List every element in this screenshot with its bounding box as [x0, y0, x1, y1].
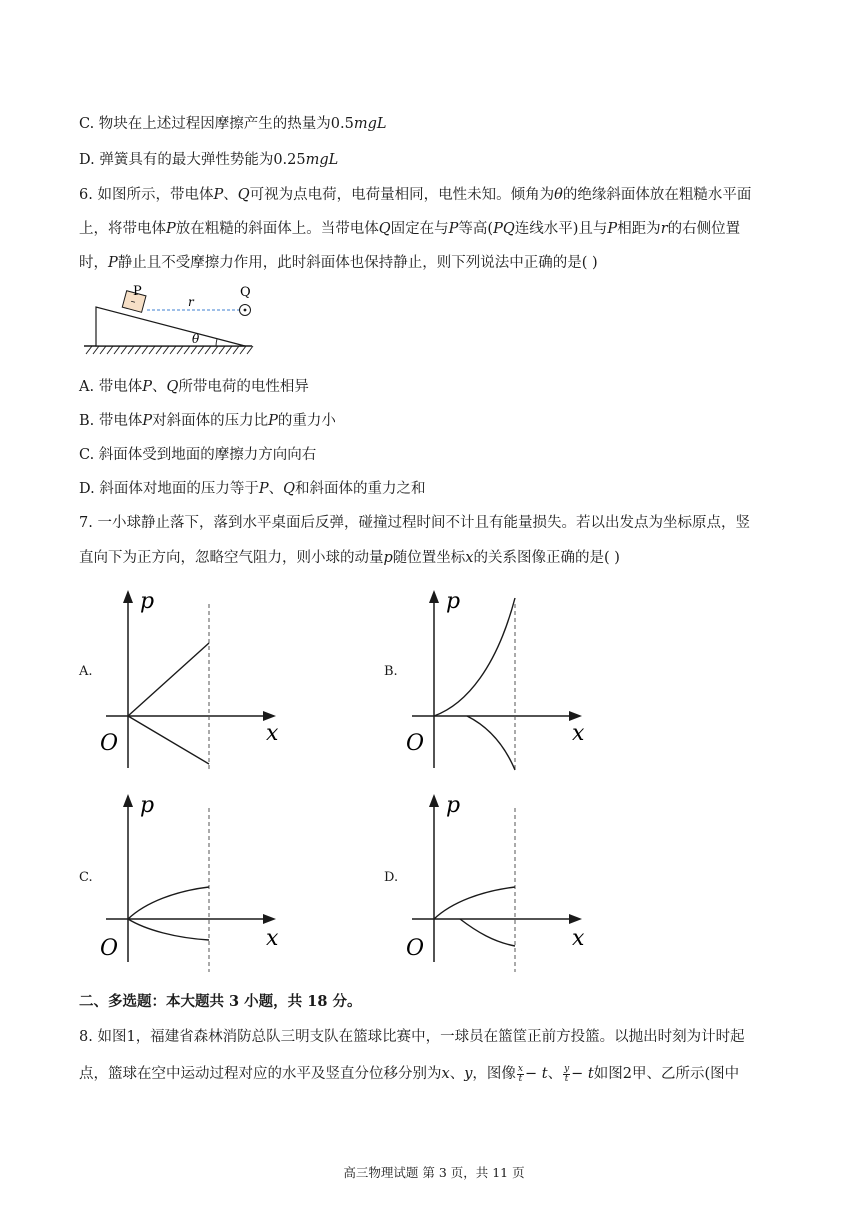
r-label: r	[188, 295, 194, 309]
q7-option-b-label: B.	[384, 664, 398, 679]
y-over-t-fraction: $\frac{y}{t}$	[564, 1063, 570, 1084]
q6-option-b: B. 带电体P对斜面体的压力比P的重力小	[79, 413, 336, 429]
p-axis-label: p	[140, 793, 155, 818]
q7-graph-b	[402, 586, 602, 776]
origin-label: O	[406, 731, 425, 756]
q7-option-a-label: A.	[79, 664, 93, 679]
origin-label: O	[406, 936, 425, 961]
q7-graph-d	[402, 790, 602, 980]
q5-option-d: D. 弹簧具有的最大弹性势能为0.25mgL	[79, 152, 339, 168]
x-axis-label: x	[266, 926, 279, 951]
p-axis-label: p	[446, 589, 461, 614]
q8-stem-line1: 8. 如图1，福建省森林消防总队三明支队在篮球比赛中，一球员在篮筐正前方投篮。以抛出时刻为计时起	[79, 1029, 745, 1045]
x-axis-label: x	[572, 926, 585, 951]
q6-option-a: A. 带电体P、Q所带电荷的电性相异	[79, 379, 309, 395]
q7-stem-line2: 直向下为正方向，忽略空气阻力，则小球的动量p随位置坐标x的关系图像正确的是( )	[79, 550, 620, 566]
q6-stem-line1: 6. 如图所示，带电体P、Q可视为点电荷，电荷量相同，电性未知。倾角为θ的绝缘斜面体放在粗糙水平面	[79, 187, 752, 203]
q6-option-d: D. 斜面体对地面的压力等于P、Q和斜面体的重力之和	[79, 481, 426, 497]
theta-label: θ	[192, 332, 200, 346]
p-axis-label: p	[140, 589, 155, 614]
x-axis-label: x	[572, 721, 585, 746]
x-axis-label: x	[266, 721, 279, 746]
q6-option-c: C. 斜面体受到地面的摩擦力方向向右	[79, 447, 317, 463]
q5-option-c: C. 物块在上述过程因摩擦产生的热量为0.5mgL	[79, 116, 387, 132]
section-2-heading: 二、多选题：本大题共 3 小题，共 18 分。	[79, 993, 362, 1010]
q7-graph-c	[96, 790, 296, 980]
q6-stem-line3: 时，P静止且不受摩擦力作用，此时斜面体也保持静止，则下列说法中正确的是( )	[79, 255, 598, 271]
origin-label: O	[100, 731, 119, 756]
q8-stem-line2: 点，篮球在空中运动过程对应的水平及竖直分位移分别为x、y，图像 $\frac{x}{t}$ − t、 $\frac{y}{t}$ − t如图2甲、乙所示(图中	[79, 1063, 740, 1084]
p-label: P	[133, 284, 142, 299]
q-label: Q	[240, 285, 251, 300]
origin-label: O	[100, 936, 119, 961]
q6-stem-line2: 上，将带电体P放在粗糙的斜面体上。当带电体Q固定在与P等高(PQ连线水平)且与P相距为r的右侧位置	[79, 221, 741, 237]
q6-incline-figure	[80, 282, 260, 358]
q7-graph-a	[96, 586, 296, 776]
q7-option-d-label: D.	[384, 870, 399, 885]
q7-stem-line1: 7. 一小球静止落下，落到水平桌面后反弹，碰撞过程时间不计且有能量损失。若以出发点为坐标原点，竖	[79, 515, 750, 531]
q7-option-c-label: C.	[79, 870, 93, 885]
p-axis-label: p	[446, 793, 461, 818]
page-footer: 高三物理试题 第 3 页，共 11 页	[343, 1165, 525, 1180]
x-over-t-fraction: $\frac{x}{t}$	[517, 1063, 523, 1084]
